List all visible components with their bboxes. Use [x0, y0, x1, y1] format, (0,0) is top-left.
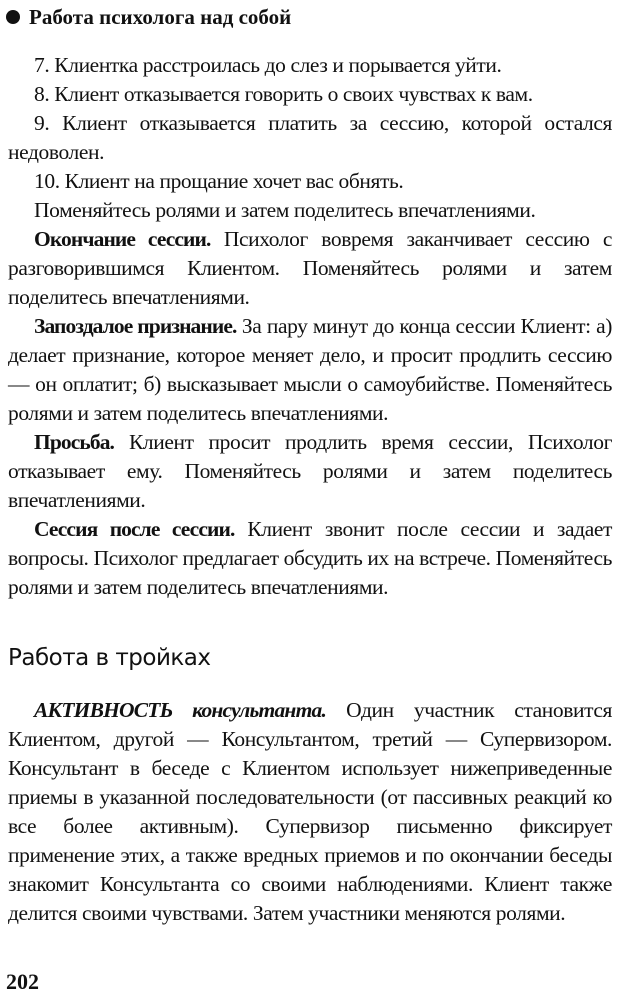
- page-body: [8, 51, 612, 928]
- page-number: 202: [6, 969, 39, 994]
- paragraph-term: Сессия после сессии.: [34, 517, 235, 541]
- paragraph-text: Клиент просит продлить время сессии, Психолог отказывает ему. Поменяйтесь ролями и затем поделитесь впечатлениями.: [8, 430, 612, 512]
- section-title: Работа в тройках: [8, 645, 211, 671]
- list-item: 7. Клиентка расстроилась до слез и порывается уйти.: [34, 53, 502, 77]
- list-item: 10. Клиент на прощание хочет вас обнять.: [34, 169, 404, 193]
- paragraph-text: Психолог вовремя заканчивает сессию с разговорившимся Клиентом. Поменяйтесь ролями и затем поделитесь впечатлениями.: [8, 227, 612, 309]
- paragraph-term: Просьба.: [34, 430, 115, 454]
- paragraph-late-confession: [8, 312, 612, 428]
- bullet-icon: [6, 10, 20, 24]
- list-item: 9. Клиент отказывается платить за сессию, которой остался недоволен.: [8, 111, 612, 164]
- running-header-title: Работа психолога над собой: [29, 5, 292, 29]
- paragraph-consultant-activity: [8, 696, 612, 928]
- paragraph-session-end: [8, 225, 612, 312]
- exercise-term-wrap: [34, 698, 326, 722]
- paragraph-text: Клиент звонит после сессии и задает вопросы. Психолог предлагает обсудить их на встрече. Поменяйтесь ролями и затем поделитесь впечатлениями.: [8, 517, 612, 599]
- swap-roles-note: Поменяйтесь ролями и затем поделитесь впечатлениями.: [34, 198, 536, 222]
- paragraph-request: [8, 428, 612, 515]
- paragraph-session-after-session: [8, 515, 612, 602]
- paragraph-term: Запоздалое признание.: [34, 314, 237, 338]
- running-header: [6, 3, 291, 31]
- exercise-term: АКТИВНОСТЬ консультанта.: [34, 698, 327, 722]
- paragraph-text: За пару минут до конца сессии Клиент: а) делает признание, которое меняет дело, и просит продлить сессию — он оплатит; б) высказывает мысли о самоубийстве. Поменяйтесь ролями и затем поделитесь впечатлениями.: [8, 314, 612, 425]
- list-item: 8. Клиент отказывается говорить о своих чувствах к вам.: [34, 82, 533, 106]
- paragraph-term: Окончание сессии.: [34, 227, 211, 251]
- exercise-text: Один участник становится Клиентом, другой — Консультантом, третий — Супервизором. Консультант в беседе с Клиентом использует нижеприведенные приемы в указанной последовательности (от пассивных реакций ко все более активным). Супервизор письменно фиксирует применение этих, а также вредных приемов и по окончании беседы знакомит Консультанта со своими наблюдениями. Клиент также делится своими чувствами. Затем участники меняются ролями.: [8, 698, 612, 925]
